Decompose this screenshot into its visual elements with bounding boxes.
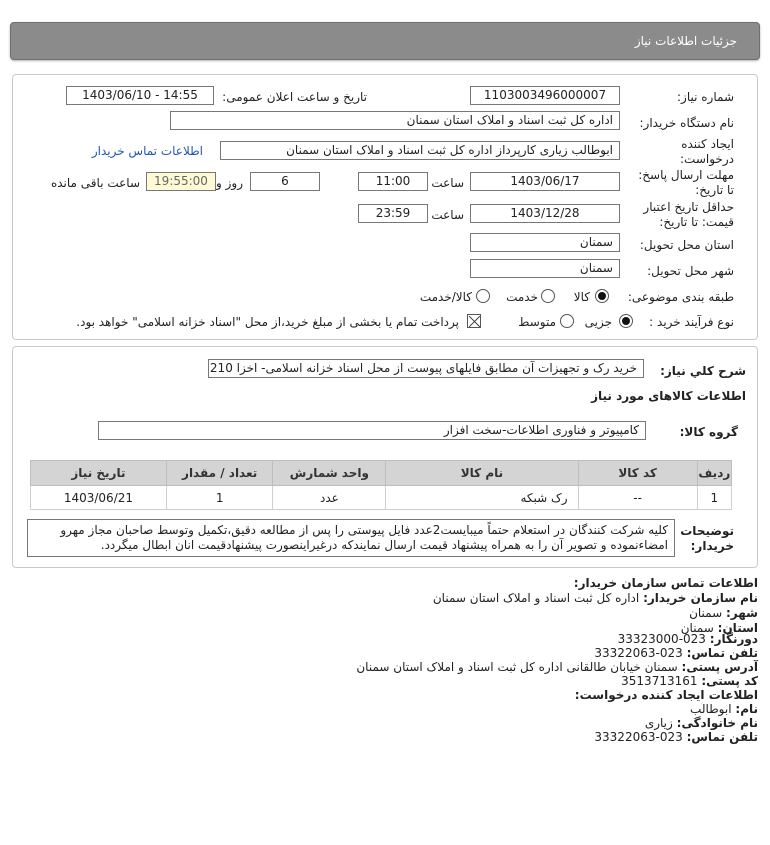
creator-field: ابوطالب زیاری کارپرداز اداره کل ثبت اسناد و املاک استان سمنان bbox=[220, 141, 620, 160]
remaining-days-field: 6 bbox=[250, 172, 320, 191]
col-unit: واحد شمارش bbox=[273, 461, 386, 486]
province-label: استان محل تحویل: bbox=[639, 238, 734, 252]
cell-quantity: 1 bbox=[166, 486, 273, 510]
remaining-time-field: 19:55:00 bbox=[146, 172, 216, 191]
buyer-info-phone: تلفن تماس: 023-33322063 bbox=[594, 646, 758, 660]
creator-info-family: نام خانوادگی: زیاری bbox=[644, 716, 758, 730]
goods-group-field: کامپیوتر و فناوری اطلاعات-سخت افزار bbox=[98, 421, 646, 440]
buyer-info-province: استان: سمنان bbox=[680, 621, 758, 635]
announce-datetime-label: تاریخ و ساعت اعلان عمومی: bbox=[222, 90, 367, 104]
cell-row: 1 bbox=[697, 486, 731, 510]
reply-deadline-label-2: تا تاریخ: bbox=[695, 183, 734, 197]
days-label: روز و bbox=[216, 176, 243, 190]
buyer-org-label: نام دستگاه خریدار: bbox=[639, 116, 734, 130]
buyer-notes-label-1: توضیحات bbox=[680, 524, 734, 538]
creator-info-phone: تلفن تماس: 023-33322063 bbox=[594, 730, 758, 744]
price-validity-label-1: حداقل تاریخ اعتبار bbox=[643, 200, 734, 214]
cell-date: 1403/06/21 bbox=[31, 486, 167, 510]
city-label: شهر محل تحویل: bbox=[647, 264, 734, 278]
table-row bbox=[31, 486, 732, 510]
need-number-field: 1103003496000007 bbox=[470, 86, 620, 105]
process-minor-radio[interactable] bbox=[619, 314, 633, 328]
goods-group-label: گروه کالا: bbox=[679, 425, 738, 439]
reply-deadline-label-1: مهلت ارسال پاسخ: bbox=[638, 168, 734, 182]
cell-code: -- bbox=[578, 486, 697, 510]
treasury-payment-checkbox[interactable] bbox=[467, 314, 481, 328]
creator-info-name: نام: ابوطالب bbox=[690, 702, 758, 716]
province-field: سمنان bbox=[470, 233, 620, 252]
reply-time-field: 11:00 bbox=[358, 172, 428, 191]
announce-datetime-field: 1403/06/10 - 14:55 bbox=[66, 86, 214, 105]
page-header bbox=[10, 22, 760, 60]
treasury-payment-note: پرداخت تمام یا بخشی از مبلغ خرید،از محل "اسناد خزانه اسلامی" خواهد بود. bbox=[76, 315, 459, 329]
cell-unit: عدد bbox=[273, 486, 386, 510]
city-field: سمنان bbox=[470, 259, 620, 278]
creator-label-2: درخواست: bbox=[680, 152, 734, 166]
goods-table-header bbox=[31, 461, 732, 486]
reply-time-label: ساعت bbox=[431, 176, 464, 190]
category-goods-radio[interactable] bbox=[595, 289, 609, 303]
need-number-label: شماره نیاز: bbox=[677, 90, 734, 104]
summary-field: خرید رک و تجهیزات آن مطابق فایلهای پیوست از محل اسناد خزانه اسلامی- اخزا 210 bbox=[208, 359, 644, 378]
buyer-info-city: شهر: سمنان bbox=[689, 606, 758, 620]
col-date: تاریخ نیاز bbox=[31, 461, 167, 486]
col-row: ردیف bbox=[697, 461, 731, 486]
validity-time-label: ساعت bbox=[431, 208, 464, 222]
buyer-info-org: نام سازمان خریدار: اداره کل ثبت اسناد و املاک استان سمنان bbox=[432, 591, 758, 605]
price-validity-label-2: قیمت: تا تاریخ: bbox=[659, 215, 734, 229]
process-minor-label: جزیی bbox=[584, 315, 612, 329]
col-code: کد کالا bbox=[578, 461, 697, 486]
category-label: طبقه بندی موضوعی: bbox=[627, 290, 734, 304]
category-goods-label: کالا bbox=[573, 290, 590, 304]
process-label: نوع فرآیند خرید : bbox=[649, 315, 734, 329]
reply-date-field: 1403/06/17 bbox=[470, 172, 620, 191]
buyer-notes-label-2: خریدار: bbox=[690, 539, 734, 553]
col-name: نام کالا bbox=[386, 461, 578, 486]
process-medium-radio[interactable] bbox=[560, 314, 574, 328]
buyer-info-fax: دورنگار: 023-33323000 bbox=[617, 632, 758, 646]
remaining-time-label: ساعت باقی مانده bbox=[50, 176, 140, 190]
buyer-info-postal: کد پستی: 3513713161 bbox=[621, 674, 758, 688]
category-service-radio[interactable] bbox=[541, 289, 555, 303]
category-goods-service-label: کالا/خدمت bbox=[419, 290, 472, 304]
category-goods-service-radio[interactable] bbox=[476, 289, 490, 303]
process-medium-label: متوسط bbox=[518, 315, 556, 329]
cell-name: رک شبکه bbox=[386, 486, 578, 510]
buyer-contact-link[interactable]: اطلاعات تماس خریدار bbox=[91, 144, 203, 158]
page-title: جزئیات اطلاعات نیاز bbox=[634, 34, 737, 48]
summary-label: شرح کلي نياز: bbox=[660, 364, 746, 378]
col-quantity: تعداد / مقدار bbox=[166, 461, 273, 486]
buyer-org-field: اداره کل ثبت اسناد و املاک استان سمنان bbox=[170, 111, 620, 130]
creator-info-title: اطلاعات ایجاد کننده درخواست: bbox=[574, 688, 758, 702]
category-service-label: خدمت bbox=[506, 290, 538, 304]
buyer-info-address: آدرس پستی: سمنان خیابان طالقانی اداره کل ثبت اسناد و املاک استان سمنان bbox=[356, 660, 758, 674]
goods-section-title: اطلاعات کالاهای مورد نیاز bbox=[591, 389, 746, 403]
buyer-notes-box: کلیه شرکت کنندگان در استعلام حتماً میبایست2عدد فایل پیوستی را پس از مطالعه دقیق،تکمیل وتوسط صاحبان مجاز مهرو امضاءنموده و تصویر آن را به همراه پیشنهاد قیمت ارسال نمایندکه درغیراینصورت پیشنهادقیمت انان ابطال میگردد. bbox=[27, 519, 675, 557]
buyer-info-title: اطلاعات تماس سازمان خریدار: bbox=[573, 576, 758, 590]
goods-table bbox=[30, 460, 732, 510]
validity-date-field: 1403/12/28 bbox=[470, 204, 620, 223]
validity-time-field: 23:59 bbox=[358, 204, 428, 223]
creator-label-1: ایجاد کننده bbox=[681, 137, 734, 151]
